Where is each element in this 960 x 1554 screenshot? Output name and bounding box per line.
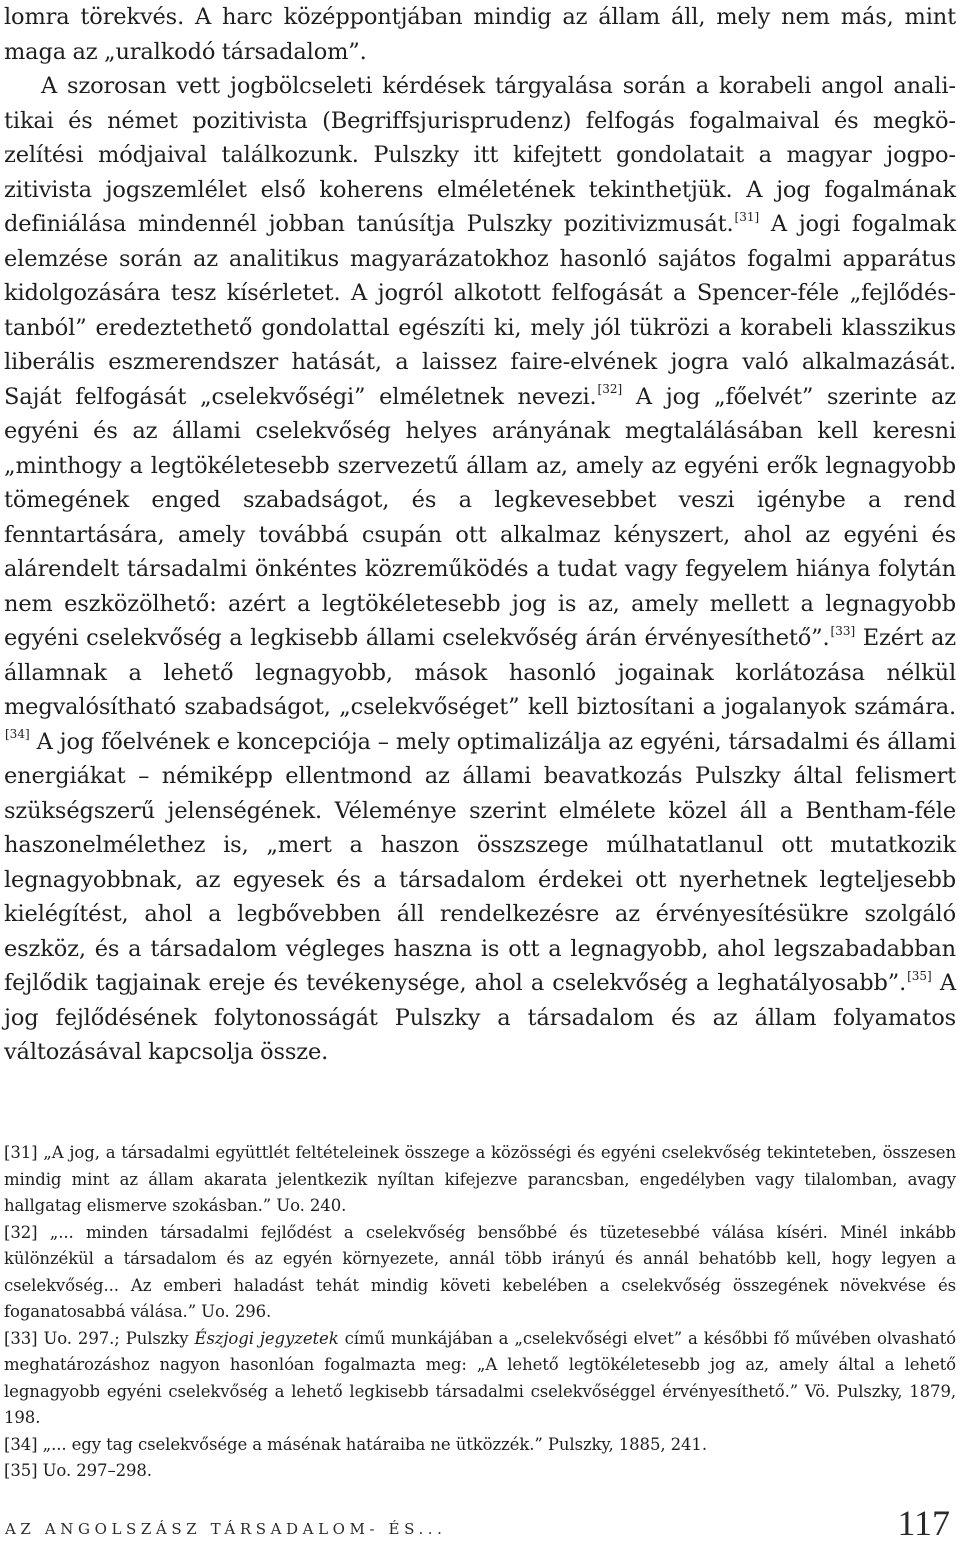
cited-work-title: Észjogi jegyzetek: [194, 1328, 339, 1348]
document-page: [4, 0, 957, 1543]
paragraph-text: A jogi fogalmak elemzése során az analitikus magyarázatokhoz hasonló sajátos fogalmi apparátus kidolgozására tesz kísérletet. A jogról alkotott felfogását a Spencer-féle „fejlődés-tanból” eredeztethető gondolattal egészíti ki, mely jól tükrözi a korabeli klasszikus liberális eszmerendszer hatását, a laissez faire-elvének jogra való alkalmazását. Saját felfogását „cselekvőségi” elméletnek nevezi.: [4, 211, 957, 410]
footnotes: [4, 1140, 956, 1485]
footnote-32: [32] „... minden társadalmi fejlődést a cselekvőség bensőbbé és tüzetesebbé válása kíséri. Minél inkább különzékül a társadalom és az egyén környezete, annál több irányú és annál behatóbb kell, hogy legyen a cselekvőség... Az emberi haladást tehát mindig követi kebelében a cselekvőség összegének növekvése és foganatosabbá válása.” Uo. 296.: [4, 1222, 956, 1321]
paragraph-text: lomra törekvés. A harc középpontjában mindig az állam áll, mely nem más, mint maga az „uralkodó társadalom”.: [4, 4, 956, 65]
page-footer: [4, 1500, 956, 1550]
footnote-ref-35[interactable]: [35]: [907, 968, 932, 983]
page-number: 117: [897, 1503, 950, 1543]
footnote-ref-32[interactable]: [32]: [597, 382, 623, 397]
footnote-31: [31] „A jog, a társadalmi együttlét feltételeinek összege a közösségi és egyéni cselekvőség tekinteteben, összesen mindig mint az állam akarata jelentkezik nyíltan kifejezve parancsban, engedélyben vagy tilalomban, avagy hallgatag elismerve szokásban.” Uo. 240.: [4, 1143, 956, 1215]
paragraph-text: A szorosan vett jogbölcseleti kérdések tárgyalása során a korabeli angol analitikai és német pozitivista (Begriffsjurisprudenz) felfogás fogalmaival és megközelítési módjaival találkozunk. Pulszky itt kifejtett gondolatait a magyar jogpozitivista jogszemlélet első koherens elméletének tekinthetjük. A jog fogalmának definiálása mindennél jobban tanúsítja Pulszky pozitivizmusát.: [4, 73, 956, 237]
paragraph-text: A jog „főelvét” szerinte az egyéni és az állami cselekvőség helyes arányának megtalálásában kell keresni „minthogy a legtökéletesebb szervezetű állam az, amely az egyéni erők legnagyobb tömegének enged szabadságot, és a legkevesebbet veszi igénybe a rend fenntartására, amely továbbá csupán ott alkalmaz kényszert, ahol az egyéni és alárendelt társadalmi önkéntes közreműködés a tudat vagy fegyelem hiánya folytán nem eszközölhető: azért a legtökéletesebb jog is az, amely mellett a legnagyobb egyéni cselekvőség a legkisebb állami cselekvőség árán érvényesíthető”.: [4, 383, 956, 651]
footnote-33: [4, 1326, 956, 1432]
paragraph: [4, 69, 956, 1070]
footnote-text: című munkájában a „cselekvőségi elvet” a későbbi fő művében olvasható meghatározáshoz nagyon hasonlóan fogalmazta meg: „A lehető legtökéletesebb jog az, amely által a lehető legnagyobb egyéni cselekvőség a lehető legkisebb társadalmi cselekvőséggel érvényesíthető.” Vö. Pulszky, 1879, 198.: [4, 1328, 957, 1427]
paragraph: [4, 0, 956, 69]
paragraph-text: Ezért az államnak a lehető legnagyobb, mások hasonló jogainak korlátozása nélkül megvalósítható szabadságot, „cselekvőséget” kell biztosítani a jogalanyok számára.: [4, 625, 956, 720]
footnote-35: [35] Uo. 297–298.: [4, 1461, 152, 1480]
running-head: AZ ANGOLSZÁSZ TÁRSADALOM- ÉS...: [5, 1520, 447, 1538]
body-text: [4, 0, 956, 1070]
footnote-ref-34[interactable]: [34]: [5, 727, 30, 742]
footnote-ref-33[interactable]: [33]: [830, 623, 856, 638]
footnote-34: [34] „... egy tag cselekvősége a másénak határaiba ne ütközzék.” Pulszky, 1885, 241.: [4, 1434, 707, 1454]
paragraph-text: A jog fejlődésének folytonosságát Pulszky a társadalom és az állam folyamatos változásával kapcsolja össze.: [4, 970, 956, 1065]
footnote-ref-31[interactable]: [31]: [734, 209, 760, 224]
paragraph-text: A jog főelvének e koncepciója – mely optimalizálja az egyéni, társadalmi és állami energiákat – némiképp ellentmond az állami beavatkozás Pulszky által felismert szükségszerű jelenségének. Véleménye szerint elmélete közel áll a Bentham-féle haszonelmélethez is, „mert a haszon összszege múlhatatlanul ott mutatkozik legnagyobbnak, az egyesek és a társadalom érdekei ott nyerhetnek legteljesebb kielégítést, ahol a legbővebben áll rendelkezésre az érvényesítésükre szolgáló eszköz, és a társadalom végleges haszna is ott a legnagyobb, ahol legszabadabban fejlődik tagjainak ereje és tevékenysége, ahol a cselekvőség a leghatályosabb”.: [4, 728, 956, 996]
footnote-text: [33] Uo. 297.; Pulszky: [4, 1328, 195, 1348]
